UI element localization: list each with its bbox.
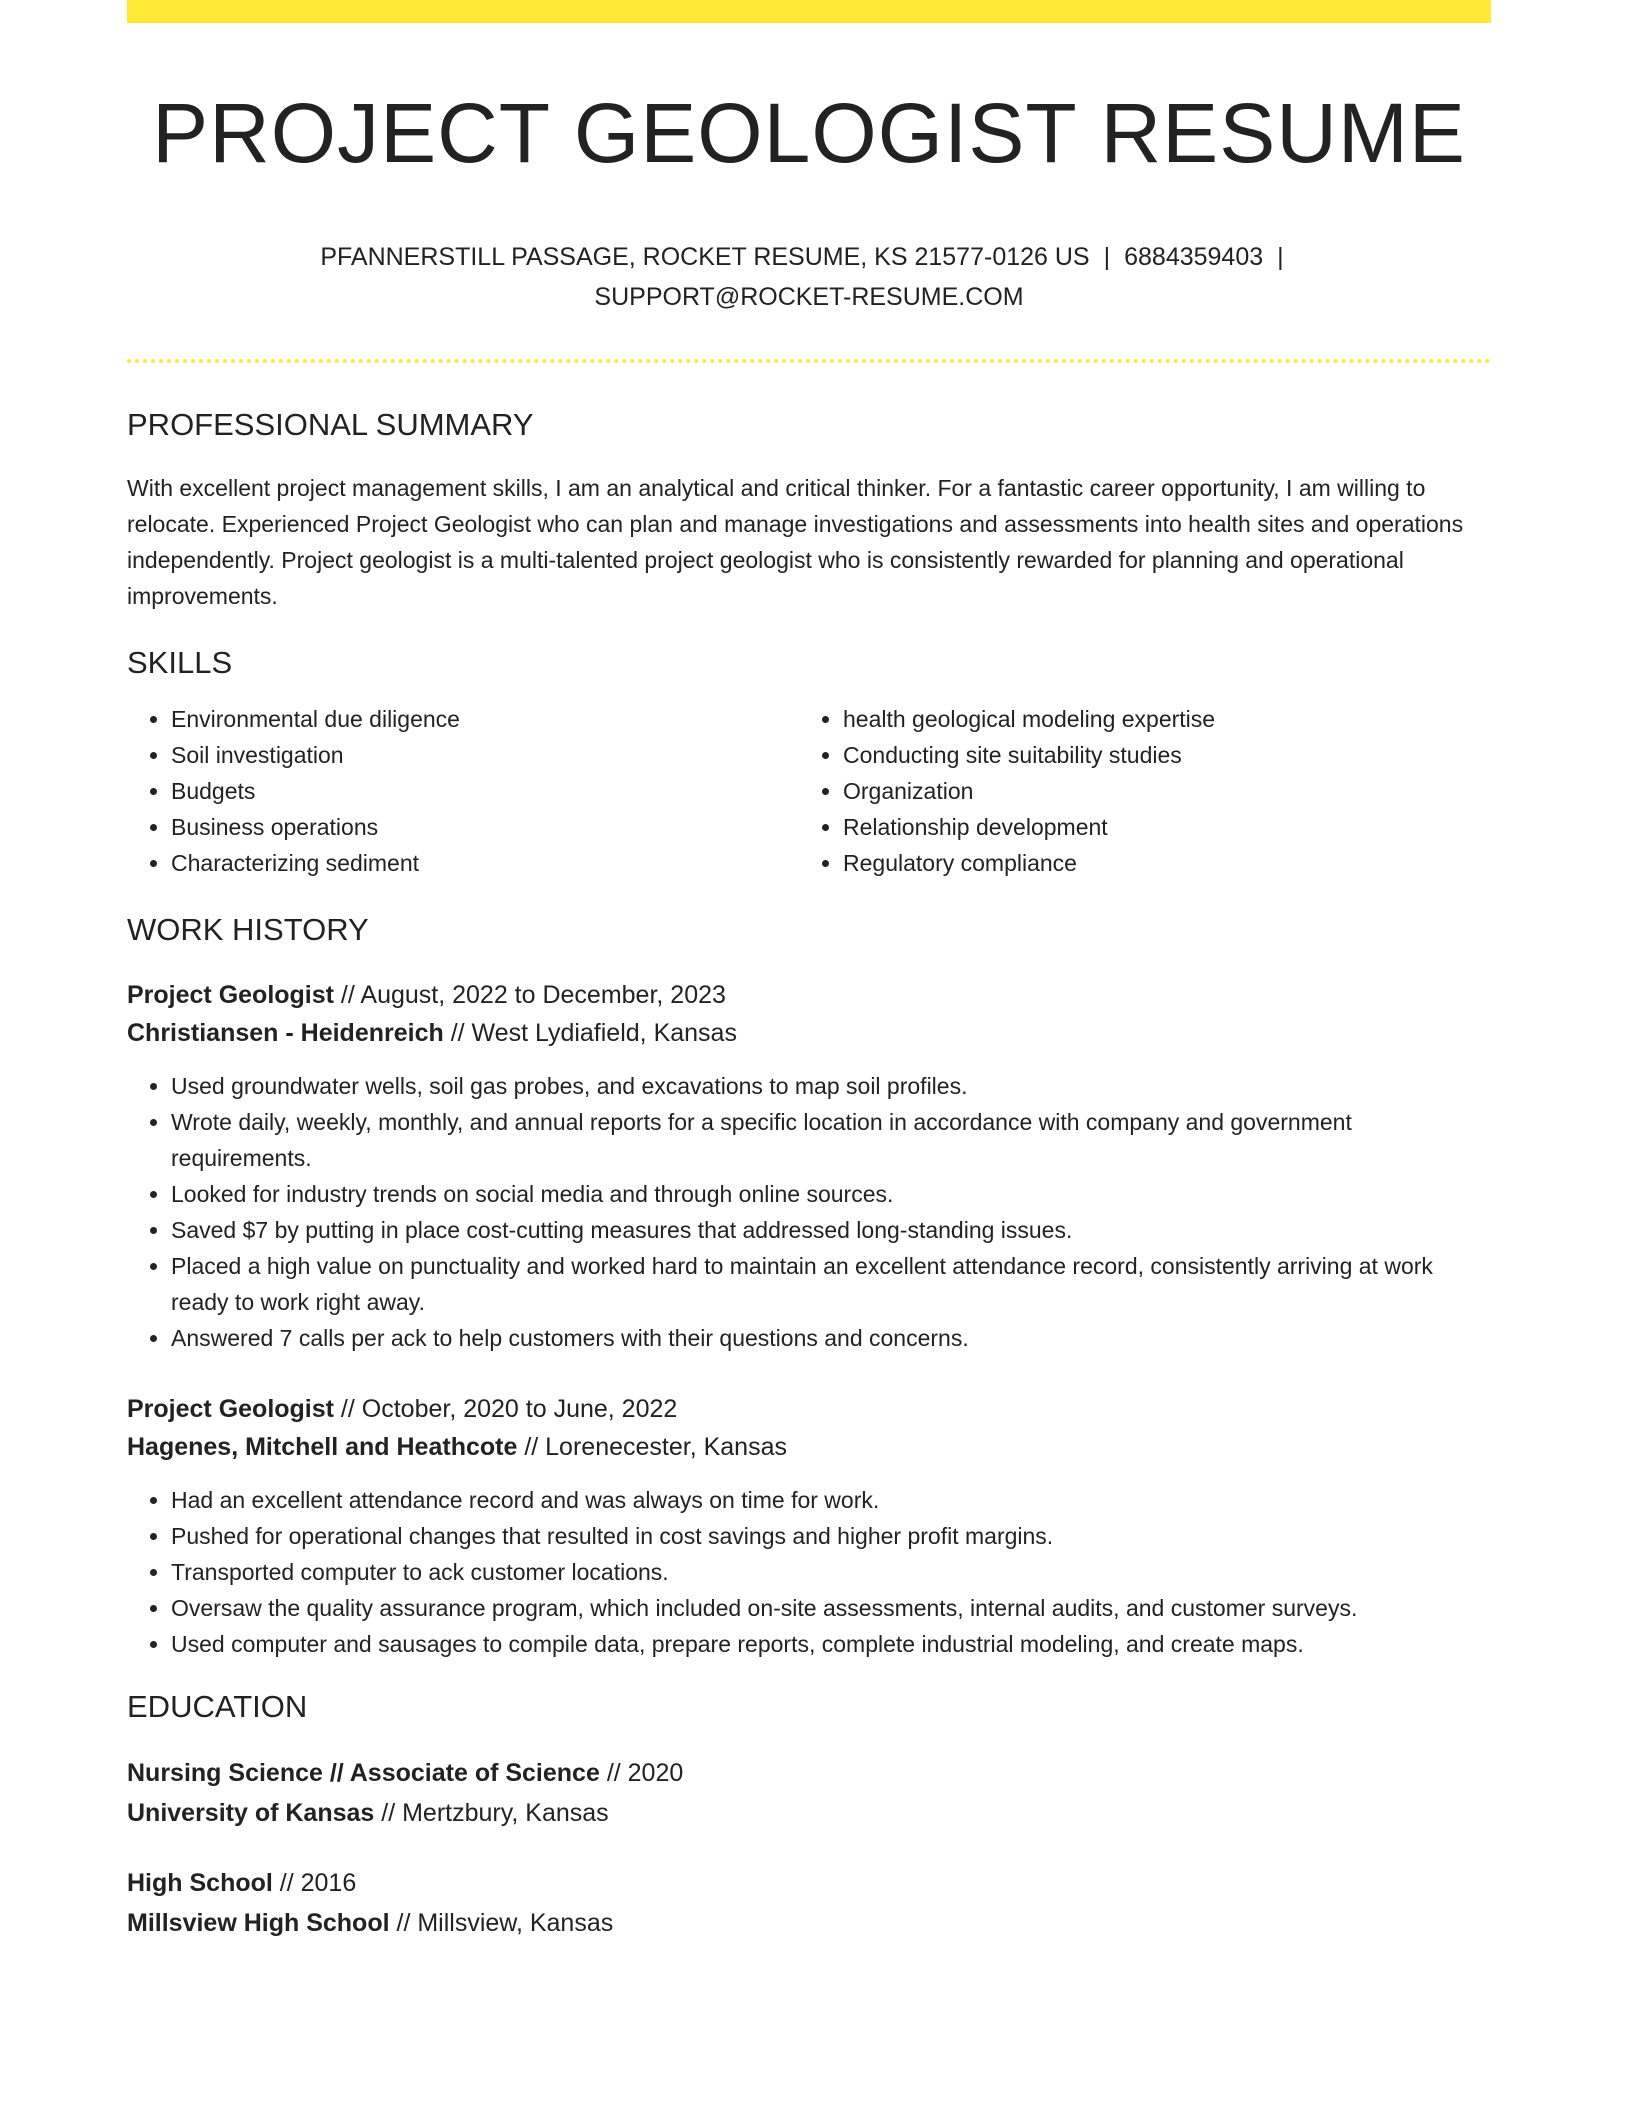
job-company-line [127, 1014, 1491, 1052]
skill-item: • Soil investigation [171, 737, 799, 773]
job-bullet: • Transported computer to ack customer locations. [171, 1554, 1491, 1590]
skill-item: • Environmental due diligence [171, 701, 799, 737]
job-company-line [127, 1428, 1491, 1466]
job-bullet: • Answered 7 calls per ack to help customers with their questions and concerns. [171, 1320, 1491, 1356]
job-title-line [127, 976, 1491, 1014]
job-location: // Lorenecester, Kansas [517, 1432, 787, 1461]
job-bullet: • Pushed for operational changes that resulted in cost savings and higher profit margins. [171, 1518, 1491, 1554]
job-company: Christiansen - Heidenreich [127, 1018, 444, 1047]
job-bullet: • Wrote daily, weekly, monthly, and annual reports for a specific location in accordance with company and government requirements. [171, 1104, 1491, 1176]
education-heading: EDUCATION [127, 1688, 308, 1724]
education-location: // Millsview, Kansas [389, 1909, 614, 1938]
summary-text: With excellent project management skills, I am an analytical and critical thinker. For a fantastic career opportunity, I am willing to relocate. Experienced Project Geologist who can plan and manage investigations and assessments into health sites and operations independently. Project geologist is a multi-talented project geologist who is consistently rewarded for planning and operational improvements. [127, 474, 1464, 609]
job-company: Hagenes, Mitchell and Heathcote [127, 1432, 518, 1461]
job-title: Project Geologist [127, 1394, 334, 1423]
job-title-line [127, 1390, 1491, 1428]
contact-address: PFANNERSTILL PASSAGE, ROCKET RESUME, KS 21577-0126 US [320, 243, 1090, 272]
skill-item: • health geological modeling expertise [843, 701, 1471, 737]
skill-item: • Budgets [171, 773, 799, 809]
skill-item: • Business operations [171, 809, 799, 845]
job-bullet: • Oversaw the quality assurance program, which included on-site assessments, internal audits, and customer surveys. [171, 1590, 1491, 1626]
job-bullets [127, 1482, 1491, 1662]
education-degree: High School [127, 1869, 273, 1898]
education-location: // Mertzbury, Kansas [374, 1799, 609, 1828]
education-degree-line [127, 1863, 1491, 1903]
education-year: // 2016 [272, 1869, 357, 1898]
job-bullet: • Placed a high value on punctuality and worked hard to maintain an excellent attendance record, consistently arriving at work ready to work right away. [171, 1248, 1491, 1320]
job-bullet: • Used computer and sausages to compile data, prepare reports, complete industrial modeling, and create maps. [171, 1626, 1491, 1662]
job-dates: // October, 2020 to June, 2022 [333, 1394, 678, 1423]
job-bullet: • Used groundwater wells, soil gas probes, and excavations to map soil profiles. [171, 1068, 1491, 1104]
job-location: // West Lydiafield, Kansas [443, 1018, 737, 1047]
education-entry [127, 1863, 1491, 1943]
skill-item: • Organization [843, 773, 1471, 809]
contact-separator: | [1103, 243, 1111, 272]
education-school-line [127, 1793, 1491, 1833]
job-title: Project Geologist [127, 980, 334, 1009]
job-bullet: • Had an excellent attendance record and was always on time for work. [171, 1482, 1491, 1518]
education-school: University of Kansas [127, 1799, 375, 1828]
resume-title: PROJECT GEOLOGIST RESUME [152, 86, 1466, 180]
education-school-line [127, 1903, 1491, 1943]
summary-heading: PROFESSIONAL SUMMARY [127, 407, 534, 443]
contact-phone: 6884359403 [1124, 243, 1264, 272]
education-degree: Nursing Science // Associate of Science [127, 1759, 600, 1788]
skill-item: • Relationship development [843, 809, 1471, 845]
education-year: // 2020 [599, 1759, 684, 1788]
skills-column-left [127, 701, 799, 881]
work-history-heading: WORK HISTORY [127, 911, 369, 947]
job-bullets [127, 1068, 1491, 1356]
top-accent-bar [127, 0, 1491, 23]
contact-email: SUPPORT@ROCKET-RESUME.COM [594, 283, 1024, 312]
resume-page [127, 0, 1491, 1943]
skill-item: • Conducting site suitability studies [843, 737, 1471, 773]
skills-heading: SKILLS [127, 644, 233, 680]
skills-column-right [799, 701, 1471, 881]
skill-item: • Characterizing sediment [171, 845, 799, 881]
contact-separator: | [1277, 243, 1284, 272]
header-divider [127, 359, 1491, 363]
contact-info [309, 237, 1309, 317]
education-entry [127, 1753, 1491, 1833]
skill-item: • Regulatory compliance [843, 845, 1471, 881]
job-entry [127, 1390, 1491, 1662]
job-dates: // August, 2022 to December, 2023 [333, 980, 726, 1009]
education-degree-line [127, 1753, 1491, 1793]
job-bullet: • Saved $7 by putting in place cost-cutting measures that addressed long-standing issues. [171, 1212, 1491, 1248]
job-entry [127, 976, 1491, 1356]
job-bullet: • Looked for industry trends on social media and through online sources. [171, 1176, 1491, 1212]
skills-grid [127, 701, 1491, 881]
education-school: Millsview High School [127, 1909, 390, 1938]
